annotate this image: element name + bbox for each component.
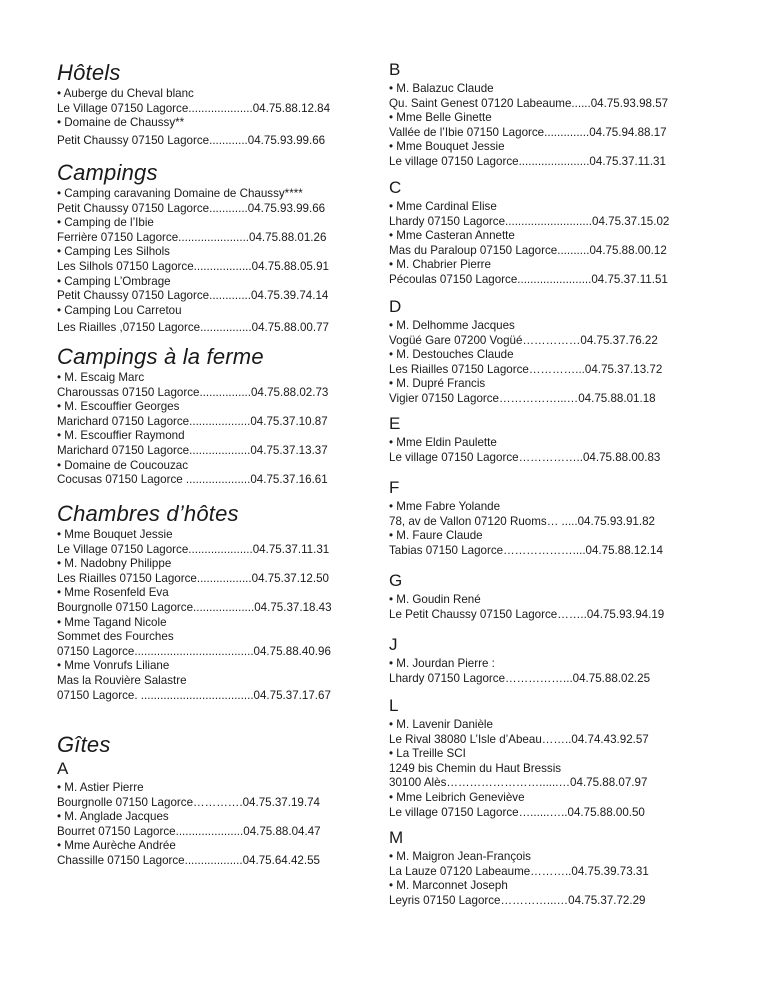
entry-line: • M. Destouches Claude — [389, 348, 514, 362]
entry-line: • M. Goudin René — [389, 593, 481, 606]
entry-line: Sommet des Fourches — [57, 630, 174, 644]
entry-line: Vigier 07150 Lagorce……………...…04.75.88.01.18 — [389, 391, 656, 405]
letter-heading: L — [389, 696, 399, 715]
entry-line: • Camping caravaning Domaine de Chaussy**** — [57, 187, 303, 200]
section-title: Chambres d’hôtes — [57, 501, 239, 526]
entry-line: • Camping de l’Ibie — [57, 216, 154, 230]
entry-line: • M. Lavenir Danièle — [389, 718, 493, 731]
entry-line: • Mme Eldin Paulette — [389, 436, 497, 449]
entry-line: • Mme Vonrufs Liliane — [57, 659, 170, 673]
entry-line: Mas la Rouvière Salastre — [57, 673, 187, 687]
entry-line: 07150 Lagorce.....................................04.75.88.40.96 — [57, 644, 331, 658]
section-letter-m — [389, 828, 729, 908]
entry-line: Le village 07150 Lagorce......................04.75.37.11.31 — [389, 154, 666, 168]
entry-line: Le village 07150 Lagorce…......…..04.75.88.00.50 — [389, 805, 645, 819]
section-title: Campings à la ferme — [57, 344, 264, 369]
entry-line: • Camping Les Silhols — [57, 245, 170, 259]
entry-line: 07150 Lagorce. ...................................04.75.37.17.67 — [57, 688, 331, 702]
entry-line: Ferrière 07150 Lagorce......................04.75.88.01.26 — [57, 230, 327, 244]
letter-heading: M — [389, 828, 404, 847]
entry-line: • La Treille SCI — [389, 747, 466, 761]
entry-line: Petit Chaussy 07150 Lagorce............04.75.93.99.66 — [57, 133, 326, 147]
entry-line: Charoussas 07150 Lagorce................04.75.88.02.73 — [57, 385, 329, 399]
entry-line: • M. Maigron Jean-François — [389, 850, 531, 863]
entry-line: • M. Chabrier Pierre — [389, 258, 491, 272]
entry-line: • M. Anglade Jacques — [57, 810, 169, 824]
entry-line: • Mme Fabre Yolande — [389, 500, 501, 513]
entry-line: • Camping L’Ombrage — [57, 274, 171, 288]
entry-line: Le Village 07150 Lagorce....................04.75.37.11.31 — [57, 542, 330, 556]
entry-line: • Mme Bouquet Jessie — [389, 140, 505, 154]
section-gites — [57, 732, 377, 869]
section-campings — [57, 160, 377, 336]
entry-line: Le Rival 38080 L’Isle d’Abeau……..04.74.43.92.57 — [389, 732, 649, 746]
letter-heading: G — [389, 571, 403, 590]
entry-line: Petit Chaussy 07150 Lagorce............04.75.93.99.66 — [57, 201, 326, 215]
entry-line: • Mme Aurèche Andrée — [57, 839, 176, 853]
section-letter-c — [389, 178, 729, 288]
entry-line: Bourgnolle 07150 Lagorce...................04.75.37.18.43 — [57, 600, 332, 614]
entry-line: • Mme Tagand Nicole — [57, 615, 167, 629]
entry-line: Marichard 07150 Lagorce...................04.75.37.10.87 — [57, 414, 328, 428]
letter-heading: E — [389, 414, 401, 433]
letter-heading: D — [389, 297, 402, 316]
entry-line: Petit Chaussy 07150 Lagorce.............04.75.39.74.14 — [57, 289, 329, 303]
entry-line: 30100 Alès……………………......…04.75.88.07.97 — [389, 776, 648, 790]
entry-line: Marichard 07150 Lagorce...................04.75.37.13.37 — [57, 443, 328, 457]
entry-line: • Camping Lou Carretou — [57, 303, 182, 317]
section-title: Gîtes — [57, 732, 111, 757]
letter-heading: A — [57, 759, 69, 778]
section-hotels — [57, 60, 377, 148]
letter-heading: B — [389, 60, 401, 79]
section-letter-e — [389, 414, 729, 465]
entry-line: • M. Delhomme Jacques — [389, 319, 515, 332]
entry-line: • Mme Rosenfeld Eva — [57, 586, 169, 600]
entry-line: • M. Faure Claude — [389, 529, 483, 543]
section-letter-b — [389, 60, 729, 170]
entry-line: Qu. Saint Genest 07120 Labeaume......04.75.93.98.57 — [389, 96, 669, 110]
section-letter-l — [389, 696, 729, 820]
letter-heading: J — [389, 635, 398, 654]
letter-heading: F — [389, 478, 400, 497]
entry-line: • M. Escouffier Raymond — [57, 429, 185, 443]
section-letter-d — [389, 297, 729, 407]
entry-line: • M. Dupré Francis — [389, 377, 486, 391]
entry-line: Tabias 07150 Lagorce………………....04.75.88.12.14 — [389, 543, 663, 557]
entry-line: Les Riailles ,07150 Lagorce................04.75.88.00.77 — [57, 321, 329, 335]
entry-line: Bourret 07150 Lagorce.....................04.75.88.04.47 — [57, 824, 321, 838]
entry-line: • M. Astier Pierre — [57, 781, 144, 794]
entry-line: Pécoulas 07150 Lagorce.......................04.75.37.11.51 — [389, 272, 668, 286]
entry-line: Chassille 07150 Lagorce..................04.75.64.42.55 — [57, 853, 320, 867]
entry-line: Cocusas 07150 Lagorce ....................04.75.37.16.61 — [57, 473, 328, 487]
entry-line: Les Riailles 07150 Lagorce…………...04.75.37.13.72 — [389, 362, 663, 376]
section-letter-g — [389, 571, 729, 622]
entry-line: Les Riailles 07150 Lagorce.................04.75.37.12.50 — [57, 571, 329, 585]
entry-line: • M. Balazuc Claude — [389, 82, 494, 95]
entry-line: La Lauze 07120 Labeaume………..04.75.39.73.31 — [389, 864, 649, 878]
entry-line: 78, av de Vallon 07120 Ruoms… .....04.75.93.91.82 — [389, 514, 655, 528]
entry-line: • Mme Belle Ginette — [389, 111, 492, 125]
entry-line: • M. Jourdan Pierre : — [389, 657, 495, 670]
entry-line: • Auberge du Cheval blanc — [57, 87, 194, 100]
entry-line: • Mme Bouquet Jessie — [57, 528, 173, 541]
section-title: Hôtels — [57, 60, 121, 85]
entry-line: • Mme Casteran Annette — [389, 229, 515, 243]
entry-line: Vogüé Gare 07200 Vogüé……………04.75.37.76.22 — [389, 333, 658, 347]
entry-line: Bourgnolle 07150 Lagorce………….04.75.37.19.74 — [57, 795, 320, 809]
entry-line: Lhardy 07150 Lagorce...........................04.75.37.15.02 — [389, 214, 670, 228]
entry-line: • M. Escouffier Georges — [57, 400, 180, 414]
section-campings-ferme — [57, 344, 377, 488]
entry-line: Le Village 07150 Lagorce....................04.75.88.12.84 — [57, 101, 331, 115]
entry-line: • Mme Cardinal Elise — [389, 200, 497, 213]
entry-line: • Domaine de Coucouzac — [57, 458, 189, 472]
entry-line: • M. Marconnet Joseph — [389, 879, 508, 893]
entry-line: Les Silhols 07150 Lagorce..................04.75.88.05.91 — [57, 259, 329, 273]
entry-line: Mas du Paraloup 07150 Lagorce..........04.75.88.00.12 — [389, 243, 667, 257]
entry-line: • M. Nadobny Philippe — [57, 557, 172, 571]
entry-line: • M. Escaig Marc — [57, 371, 145, 384]
section-letter-f — [389, 478, 729, 558]
entry-line: Lhardy 07150 Lagorce……………...04.75.88.02.25 — [389, 671, 651, 685]
entry-line: 1249 bis Chemin du Haut Bressis — [389, 761, 562, 775]
entry-line: Vallée de l’Ibie 07150 Lagorce..............04.75.94.88.17 — [389, 125, 667, 139]
entry-line: • Domaine de Chaussy** — [57, 116, 185, 130]
entry-line: • Mme Leibrich Geneviève — [389, 790, 525, 804]
letter-heading: C — [389, 178, 402, 197]
section-letter-j — [389, 635, 729, 686]
entry-line: Leyris 07150 Lagorce…………...…04.75.37.72.29 — [389, 893, 646, 907]
entry-line: Le village 07150 Lagorce……………..04.75.88.00.83 — [389, 450, 661, 464]
section-chambres-hotes — [57, 501, 377, 703]
entry-line: Le Petit Chaussy 07150 Lagorce……..04.75.93.94.19 — [389, 607, 665, 621]
section-title: Campings — [57, 160, 158, 185]
